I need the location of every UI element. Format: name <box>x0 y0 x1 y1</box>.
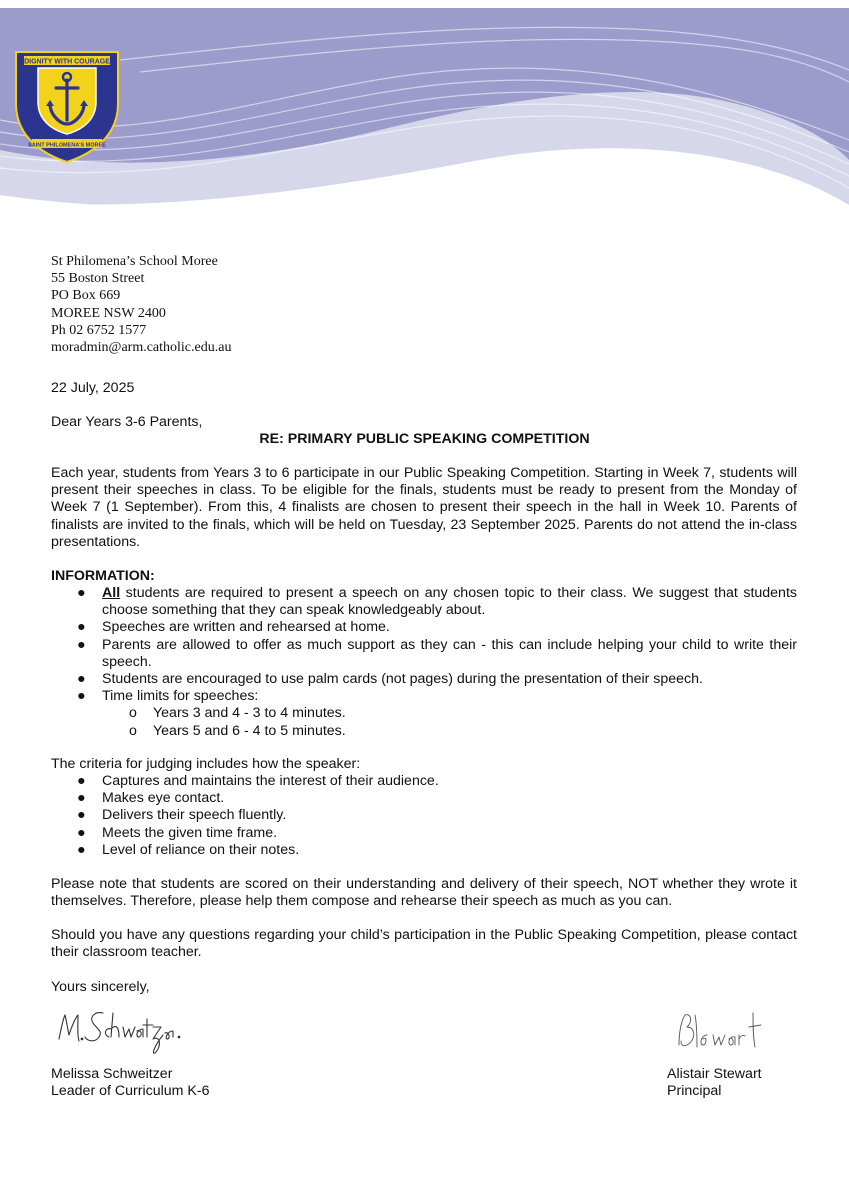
list-item-text: Captures and maintains the interest of their audience. <box>102 773 439 789</box>
bullet-icon: ● <box>77 671 86 688</box>
list-item-text: students are required to present a speech on any chosen topic to their class. We suggest that students choose something that they can speak knowledgeably about. <box>102 585 797 619</box>
criteria-list <box>51 773 797 859</box>
signatory-name: Alistair Stewart <box>667 1066 762 1082</box>
address-line: PO Box 669 <box>51 288 121 304</box>
list-item <box>51 637 797 671</box>
address-line: Ph 02 6752 1577 <box>51 322 147 338</box>
list-item <box>51 842 797 859</box>
school-crest-logo <box>10 44 124 164</box>
list-item-text: Students are encouraged to use palm cards (not pages) during the presentation of their speech. <box>102 671 703 688</box>
list-item <box>51 773 797 790</box>
bullet-icon: ● <box>77 773 86 789</box>
list-item <box>51 671 797 688</box>
sub-list-item <box>102 723 797 740</box>
contact-paragraph: Should you have any questions regarding your child’s participation in the Public Speaking Competition, please contact their classroom teacher. <box>51 927 797 961</box>
sub-bullet-icon: o <box>129 722 137 739</box>
list-item <box>51 790 797 807</box>
emphasis-all: All <box>102 585 121 601</box>
signature-alistair-stewart <box>673 1005 773 1055</box>
sub-list-item-text: Years 3 and 4 - 3 to 4 minutes. <box>153 705 346 722</box>
list-item-text: Time limits for speeches: <box>102 688 259 705</box>
signatory-left <box>51 1066 210 1100</box>
subject-line: RE: PRIMARY PUBLIC SPEAKING COMPETITION <box>259 431 590 447</box>
list-item <box>51 825 797 842</box>
list-item <box>51 688 797 740</box>
signatory-title: Leader of Curriculum K-6 <box>51 1083 210 1100</box>
address-email: moradmin@arm.catholic.edu.au <box>51 340 232 356</box>
list-item <box>51 585 797 619</box>
signatory-right <box>667 1066 762 1100</box>
criteria-intro: The criteria for judging includes how the speaker: <box>51 756 361 772</box>
signatory-title: Principal <box>667 1083 722 1100</box>
sub-bullet-icon: o <box>129 705 137 722</box>
signatory-name: Melissa Schweitzer <box>51 1066 173 1082</box>
bullet-icon: ● <box>77 585 86 601</box>
bullet-icon: ● <box>77 824 86 841</box>
bullet-icon: ● <box>77 688 86 705</box>
salutation: Dear Years 3-6 Parents, <box>51 414 203 430</box>
note-paragraph: Please note that students are scored on their understanding and delivery of their speech, NOT whether they wrote it themselves. Therefore, please help them compose and rehearse their speech as much as you can. <box>51 876 797 910</box>
address-line: 55 Boston Street <box>51 271 145 287</box>
sub-list-item-text: Years 5 and 6 - 4 to 5 minutes. <box>153 722 346 739</box>
list-item-text: Parents are allowed to offer as much support as they can - this can include helping your child to write their speech. <box>102 636 797 670</box>
letter-date: 22 July, 2025 <box>51 380 135 396</box>
information-heading: INFORMATION: <box>51 568 155 584</box>
list-item-text: Meets the given time frame. <box>102 824 278 841</box>
intro-paragraph: Each year, students from Years 3 to 6 participate in our Public Speaking Competition. Starting in Week 7, students will present their speeches in class. To be eligible for the finals, students must be ready to present from the Monday of Week 7 (1 September). From this, 4 finalists are chosen to present their speech in the hall in Week 10. Parents of finalists are invited to the finals, which will be held on Tuesday, 23 September 2025. Parents do not attend the in-class presentations. <box>51 465 797 550</box>
closing: Yours sincerely, <box>51 979 150 995</box>
list-item-text: Delivers their speech fluently. <box>102 807 287 824</box>
list-item <box>51 619 797 636</box>
header-banner <box>0 0 849 240</box>
address-line: MOREE NSW 2400 <box>51 305 166 321</box>
sub-list-item <box>102 705 797 722</box>
list-item <box>51 807 797 824</box>
svg-text:SAINT PHILOMENA'S MOREE: SAINT PHILOMENA'S MOREE <box>28 142 106 149</box>
bullet-icon: ● <box>77 841 86 858</box>
bullet-icon: ● <box>77 790 86 807</box>
list-item-text: Level of reliance on their notes. <box>102 841 300 858</box>
bullet-icon: ● <box>77 807 86 824</box>
list-item-text: Makes eye contact. <box>102 790 225 807</box>
list-item-text: Speeches are written and rehearsed at home. <box>102 619 390 636</box>
address-line: St Philomena’s School Moree <box>51 254 218 269</box>
information-list <box>51 585 797 740</box>
sender-address <box>51 253 231 356</box>
bullet-icon: ● <box>77 619 86 636</box>
bullet-icon: ● <box>77 636 86 653</box>
svg-text:DIGNITY WITH COURAGE: DIGNITY WITH COURAGE <box>24 58 110 66</box>
time-limits-list <box>102 705 797 739</box>
signature-melissa-schweitzer <box>55 1005 185 1061</box>
